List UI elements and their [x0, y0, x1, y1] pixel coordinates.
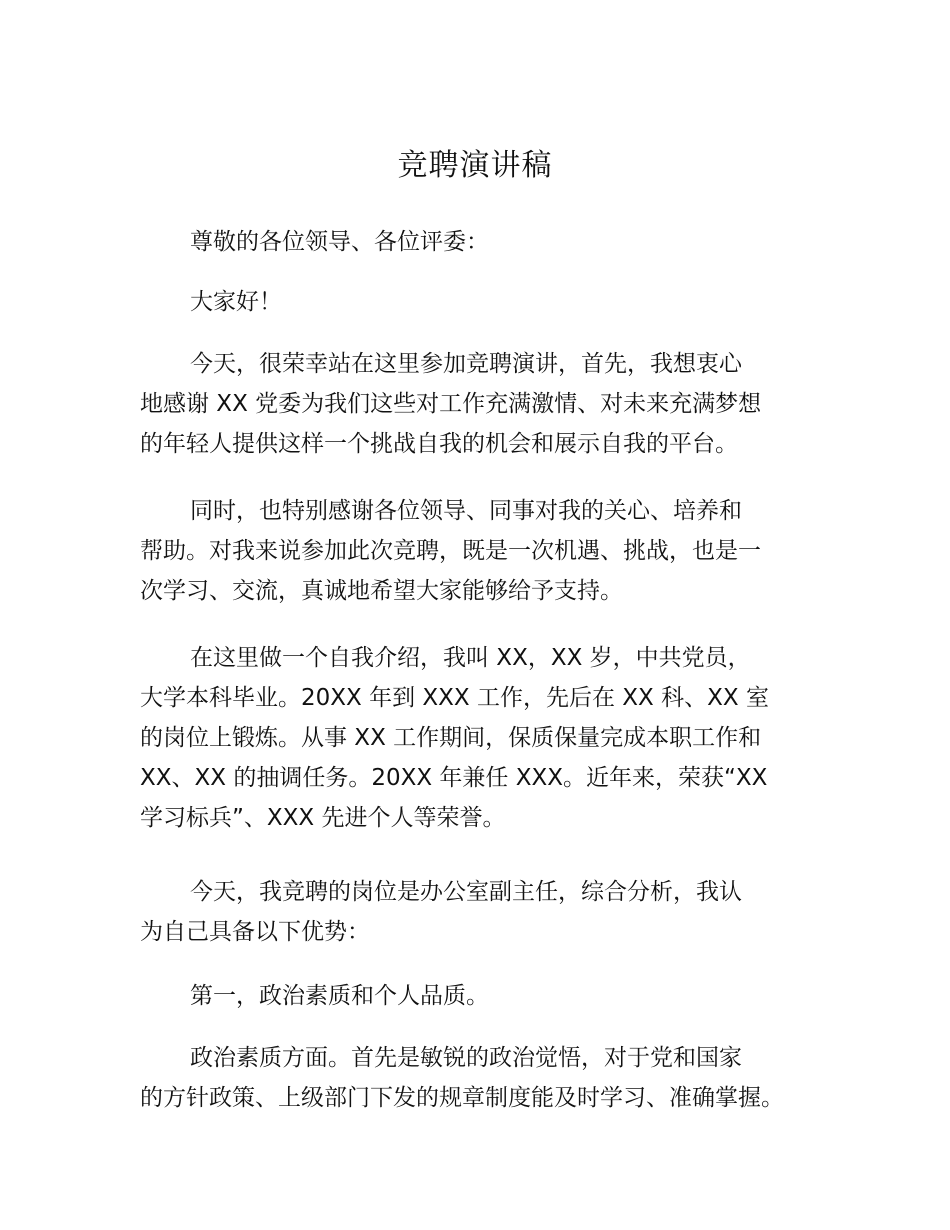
paragraph-line: 大家好！: [190, 289, 282, 315]
paragraph-line: 同时，也特别感谢各位领导、同事对我的关心、培养和: [190, 498, 742, 524]
paragraph-line: 大学本科毕业。20XX 年到 XXX 工作，先后在 XX 科、XX 室: [140, 685, 769, 711]
gratitude-paragraph: [140, 344, 830, 464]
document-title: 竞聘演讲稿: [397, 148, 553, 183]
paragraph-line: 今天，很荣幸站在这里参加竞聘演讲，首先，我想衷心: [190, 351, 742, 377]
paragraph-line: 政治素质方面。首先是敏锐的政治觉悟，对于党和国家: [190, 1045, 742, 1071]
paragraph-line: 为自己具备以下优势：: [140, 919, 370, 945]
self-introduction-paragraph: [140, 638, 830, 838]
greeting-paragraph: [140, 282, 830, 322]
salutation-paragraph: [140, 222, 830, 262]
paragraph-line: 次学习、交流，真诚地希望大家能够给予支持。: [140, 578, 623, 604]
position-paragraph: [140, 872, 830, 952]
paragraph-line: 地感谢 XX 党委为我们这些对工作充满激情、对未来充满梦想: [140, 391, 762, 417]
paragraph-line: 今天，我竞聘的岗位是办公室副主任，综合分析，我认: [190, 879, 742, 905]
thanks-paragraph: [140, 491, 830, 611]
paragraph-line: XX、XX 的抽调任务。20XX 年兼任 XXX。近年来，荣获“XX: [140, 765, 768, 791]
paragraph-line: 尊敬的各位领导、各位评委：: [190, 229, 489, 255]
political-quality-paragraph: [140, 1038, 830, 1118]
paragraph-line: 第一，政治素质和个人品质。: [190, 983, 489, 1009]
paragraph-line: 的年轻人提供这样一个挑战自我的机会和展示自我的平台。: [140, 431, 738, 457]
paragraph-line: 帮助。对我来说参加此次竞聘，既是一次机遇、挑战，也是一: [140, 538, 761, 564]
paragraph-line: 的岗位上锻炼。从事 XX 工作期间，保质保量完成本职工作和: [140, 725, 762, 751]
paragraph-line: 学习标兵”、XXX 先进个人等荣誉。: [140, 805, 506, 831]
paragraph-line: 的方针政策、上级部门下发的规章制度能及时学习、准确掌握。: [140, 1085, 784, 1111]
paragraph-line: 在这里做一个自我介绍，我叫 XX，XX 岁，中共党员，: [190, 645, 751, 671]
first-advantage-heading: [140, 976, 830, 1016]
